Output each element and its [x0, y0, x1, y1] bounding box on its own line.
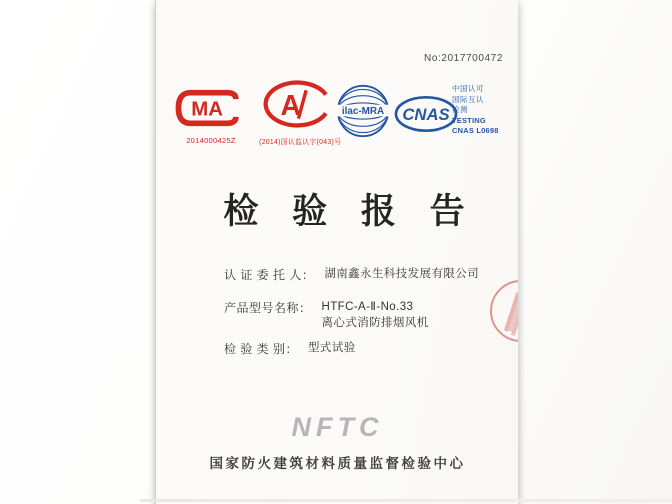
field-label: 认 证 委 托 人： [224, 268, 315, 282]
cma-mark [174, 88, 248, 145]
certification-marks-row [156, 78, 518, 146]
cnas-text-line: 检测 [452, 105, 468, 114]
cal-caption: (2014)国认监认字(043)号 [259, 137, 342, 146]
field-value-line: 离心式消防排烟风机 [321, 317, 429, 329]
field-value-line: 型式试验 [308, 342, 356, 354]
cma-letters: MA [191, 98, 224, 121]
cnas-letters: CNAS [402, 105, 450, 124]
cnas-text-line: 中国认可 [452, 84, 484, 93]
field-value-line: HTFC-A-Ⅱ-No.33 [321, 301, 414, 313]
cnas-text-line: 国际互认 [452, 94, 484, 104]
field-value [322, 299, 429, 331]
cnas-icon [394, 95, 458, 133]
cnas-mark [394, 95, 458, 138]
report-number: No:2017700472 [424, 53, 503, 64]
report-title: 检 验 报 告 [223, 192, 476, 231]
organization-name: 国家防火建筑材料质量监督检验中心 [209, 456, 466, 471]
cnas-text-line: TESTING [452, 115, 486, 125]
cal-letter: A [280, 89, 301, 122]
cnas-accreditation-text [452, 84, 518, 137]
red-seal-stamp-icon [490, 280, 518, 342]
paper-bottom-shadow [140, 499, 672, 502]
cma-icon [174, 88, 248, 128]
field-row-product-model [224, 299, 429, 331]
ilac-mra-mark [336, 84, 390, 143]
cal-icon [256, 80, 334, 128]
field-value [308, 340, 356, 356]
field-label: 产品型号名称： [224, 301, 312, 315]
cnas-text-line: CNAS L0698 [452, 126, 499, 135]
field-label: 检 验 类 别： [224, 342, 299, 356]
cal-mark [256, 80, 342, 147]
ilac-mra-label: ilac-MRA [341, 106, 385, 118]
field-row-applicant [224, 266, 479, 283]
ilac-mra-icon [336, 84, 390, 138]
nftc-logo: NFTC [291, 412, 384, 442]
field-value [324, 266, 479, 282]
field-row-test-type [224, 340, 356, 357]
report-cover-page [155, 0, 518, 504]
field-value-line: 湖南鑫永生科技发展有限公司 [324, 268, 480, 280]
cma-caption: 2014000425Z [186, 136, 236, 145]
